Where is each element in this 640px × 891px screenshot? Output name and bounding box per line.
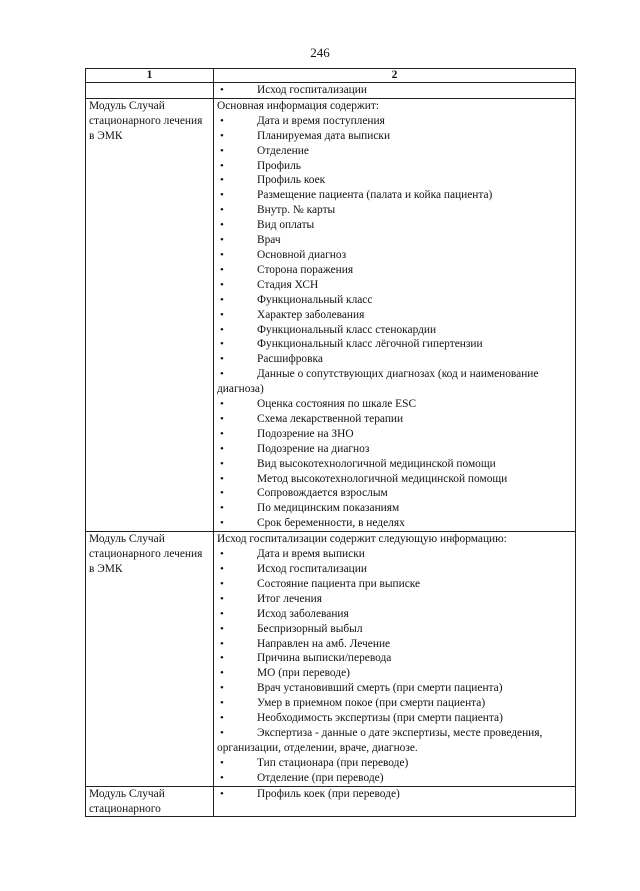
list-item: • Планируемая дата выписки [217,129,572,144]
content-cell [214,83,576,99]
module-name: Модуль Случай стационарного [89,787,165,815]
list-item: • Дата и время выписки [217,547,572,562]
page-number: 246 [310,45,330,60]
table-header-row [86,69,576,83]
table-row [86,532,576,786]
list-item: • Оценка состояния по шкале ESC [217,397,572,412]
module-name: Модуль Случай стационарного лечения в ЭМК [89,533,203,575]
list-item: • Необходимость экспертизы (при смерти пациента) [217,711,572,726]
list-item: • Отделение [217,144,572,159]
table-row [86,83,576,99]
column-header-1: 1 [86,69,214,83]
list-item: • Итог лечения [217,592,572,607]
module-cell [86,98,214,531]
requirements-table [85,68,576,817]
list-item: • Метод высокотехнологичной медицинской помощи [217,472,572,487]
module-name: Модуль Случай стационарного лечения в ЭМК [89,99,203,142]
list-item: • Тип стационара (при переводе) [217,756,572,771]
list-item: • По медицинским показаниям [217,501,572,516]
content-cell [214,532,576,786]
list-item: • Причина выписки/перевода [217,651,572,666]
list-item: • Срок беременности, в неделях [217,516,572,531]
section-intro: Основная информация содержит: [217,99,380,112]
list-item: • Умер в приемном покое (при смерти пациента) [217,696,572,711]
list-item: • Врач [217,233,572,248]
list-item: • Дата и время поступления [217,114,572,129]
module-cell [86,786,214,817]
column-header-2: 2 [214,69,576,83]
list-item: • Сопровождается взрослым [217,486,572,501]
list-item: • Данные о сопутствующих диагнозах (код и наименование диагноза) [217,367,572,397]
list-item: • Характер заболевания [217,308,572,323]
list-item: • Профиль коек (при переводе) [217,787,572,802]
list-item: • Врач установивший смерть (при смерти пациента) [217,681,572,696]
list-item: • Направлен на амб. Лечение [217,637,572,652]
list-item: • Исход госпитализации [217,562,572,577]
list-item: • Подозрение на диагноз [217,442,572,457]
table-row [86,786,576,817]
table-row [86,98,576,531]
list-item: • Отделение (при переводе) [217,771,572,786]
list-item: • Основной диагноз [217,248,572,263]
list-item: • Подозрение на ЗНО [217,427,572,442]
list-item: • Экспертиза - данные о дате экспертизы, месте проведения, организации, отделении, враче, диагнозе. [217,726,572,756]
module-cell [86,532,214,786]
list-item: • Расшифровка [217,352,572,367]
list-item: • Профиль коек [217,173,572,188]
list-item: • Вид оплаты [217,218,572,233]
list-item: • Функциональный класс [217,293,572,308]
list-item: • Сторона поражения [217,263,572,278]
list-item: • Функциональный класс лёгочной гипертензии [217,337,572,352]
list-item: • Исход заболевания [217,607,572,622]
list-item: • Беспризорный выбыл [217,622,572,637]
list-item: • Вид высокотехнологичной медицинской помощи [217,457,572,472]
module-cell [86,83,214,99]
list-item: • Профиль [217,159,572,174]
content-cell [214,786,576,817]
list-item: • Стадия ХСН [217,278,572,293]
list-item: • Размещение пациента (палата и койка пациента) [217,188,572,203]
list-item: • Внутр. № карты [217,203,572,218]
list-item: • Схема лекарственной терапии [217,412,572,427]
section-intro: Исход госпитализации содержит следующую информацию: [217,533,507,546]
content-cell [214,98,576,531]
list-item: • Исход госпитализации [217,83,572,98]
list-item: • Функциональный класс стенокардии [217,323,572,338]
list-item: • МО (при переводе) [217,666,572,681]
list-item: • Состояние пациента при выписке [217,577,572,592]
